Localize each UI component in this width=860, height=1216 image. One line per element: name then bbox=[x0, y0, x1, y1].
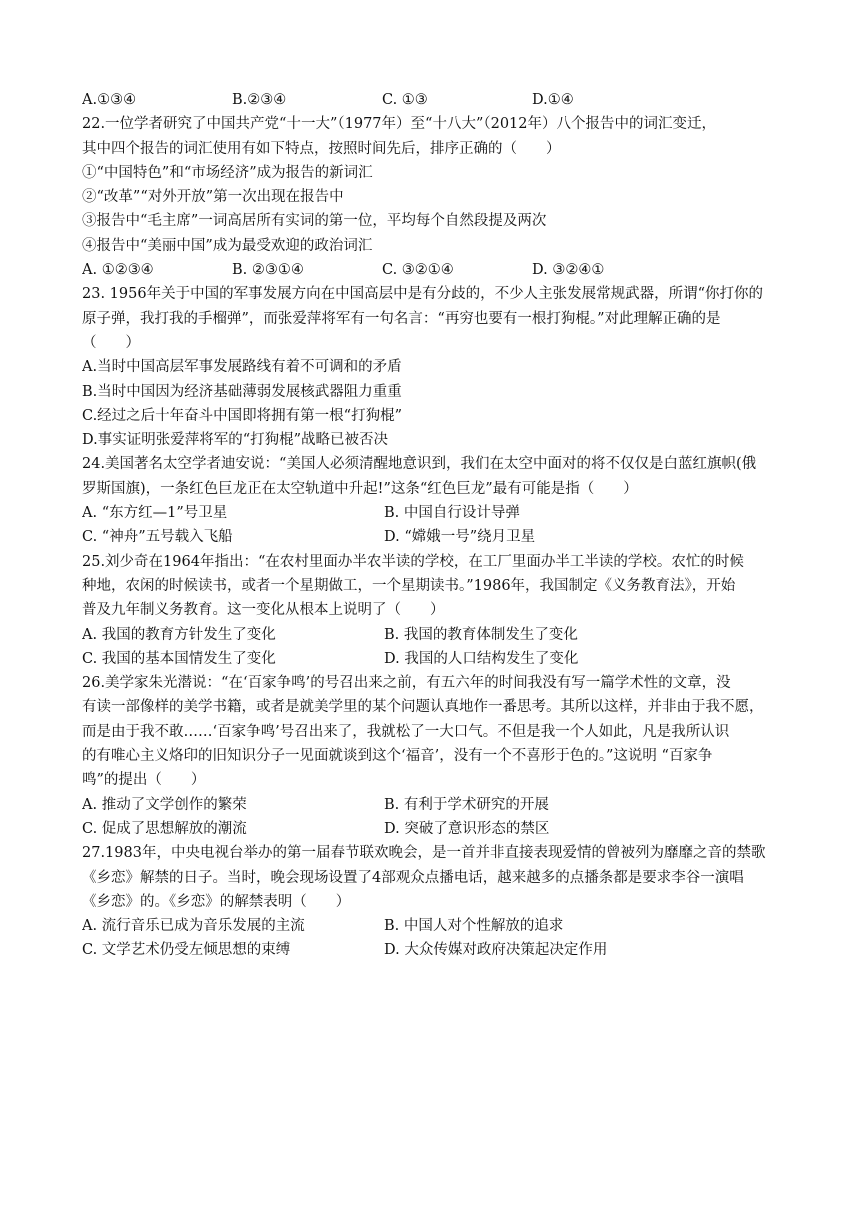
q25-option-c: C. 我国的基本国情发生了变化 bbox=[82, 650, 276, 667]
q22-options bbox=[82, 258, 794, 282]
q26-stem-line: 而是由于我不敢……‘百家争鸣’号召出来了，我就松了一大口气。不但是我一个人如此，凡是我所认识 bbox=[82, 723, 730, 740]
q26-option-a: A. 推动了文学创作的繁荣 bbox=[82, 796, 247, 813]
q21-option-d: D.①④ bbox=[532, 92, 574, 108]
question-list bbox=[82, 88, 794, 963]
q22-option-a: A. ①②③④ bbox=[82, 262, 154, 279]
q23-option-a: A.当时中国高层军事发展路线有着不可调和的矛盾 bbox=[82, 359, 402, 376]
q25-option-a: A. 我国的教育方针发生了变化 bbox=[82, 626, 276, 643]
q22-item: ④报告中“美丽中国”成为最受欢迎的政治词汇 bbox=[82, 237, 373, 254]
q23-option-d: D.事实证明张爱萍将军的“打狗棍”战略已被否决 bbox=[82, 432, 389, 449]
q25-option-d: D. 我国的人口结构发生了变化 bbox=[384, 650, 579, 667]
q26-options-row bbox=[82, 793, 794, 817]
q22-item: ③报告中“毛主席”一词高居所有实词的第一位，平均每个自然段提及两次 bbox=[82, 213, 547, 230]
q22-option-b: B. ②③①④ bbox=[232, 262, 304, 279]
q27-option-d: D. 大众传媒对政府决策起决定作用 bbox=[384, 942, 608, 959]
q22-item: ①“中国特色”和“市场经济”成为报告的新词汇 bbox=[82, 164, 373, 181]
q27-stem-line: 《乡恋》的。《乡恋》的解禁表明（ ） bbox=[82, 893, 351, 910]
q25-stem-line: 25.刘少奇在1964年指出：“在农村里面办半农半读的学校，在工厂里面办半工半读的学校。农忙的时候 bbox=[82, 553, 744, 570]
q23-stem-line: 原子弹，我打我的手榴弹”，而张爱萍将军有一句名言：“再穷也要有一根打狗棍。”对此理解正确的是 bbox=[82, 310, 721, 327]
q26-option-c: C. 促成了思想解放的潮流 bbox=[82, 820, 247, 837]
q27-option-c: C. 文学艺术仍受左倾思想的束缚 bbox=[82, 942, 291, 959]
q26-stem-line: 鸣”的提出（ ） bbox=[82, 772, 206, 789]
q22-option-d: D. ③②④① bbox=[532, 262, 605, 279]
q27-stem-line: 《乡恋》解禁的日子。当时，晚会现场设置了4部观众点播电话，越来越多的点播条都是要求李谷一演唱 bbox=[82, 869, 744, 886]
q21-option-b: B.②③④ bbox=[232, 92, 287, 108]
q24-stem-line: 24.美国著名太空学者迪安说：“美国人必须清醒地意识到，我们在太空中面对的将不仅仅是白蓝红旗帜(俄 bbox=[82, 456, 757, 473]
q22-option-c: C. ③②①④ bbox=[382, 262, 454, 279]
q21-option-c: C. ①③ bbox=[382, 92, 428, 108]
q24-options-row bbox=[82, 501, 794, 525]
q26-option-b: B. 有利于学术研究的开展 bbox=[384, 796, 549, 813]
q23-stem-line: 23. 1956年关于中国的军事发展方向在中国高层中是有分歧的，不少人主张发展常规武器，所谓“你打你的 bbox=[82, 286, 763, 303]
q24-stem-line: 罗斯国旗)，一条红色巨龙正在太空轨道中升起!”这条“红色巨龙”最有可能是指（ ） bbox=[82, 480, 638, 497]
q26-stem-line: 的有唯心主义烙印的旧知识分子一见面就谈到这个‘福音’，没有一个不喜形于色的。”这说明 “百家争 bbox=[82, 748, 713, 765]
q24-option-a: A. “东方红—1”号卫星 bbox=[82, 505, 228, 522]
q22-item: ②“改革”“对外开放”第一次出现在报告中 bbox=[82, 189, 344, 206]
q26-options-row bbox=[82, 817, 794, 841]
q25-stem-line: 种地，农闲的时候读书，或者一个星期做工，一个星期读书。”1986年，我国制定《义务教育法》，开始 bbox=[82, 577, 736, 594]
q23-option-c: C.经过之后十年奋斗中国即将拥有第一根“打狗棍” bbox=[82, 407, 403, 424]
q22-stem-line: 其中四个报告的词汇使用有如下特点，按照时间先后，排序正确的（ ） bbox=[82, 140, 561, 157]
q27-option-b: B. 中国人对个性解放的追求 bbox=[384, 918, 564, 935]
q25-stem-line: 普及九年制义务教育。这一变化从根本上说明了（ ） bbox=[82, 602, 445, 619]
q25-options-row bbox=[82, 623, 794, 647]
q24-option-d: D. “嫦娥一号”绕月卫星 bbox=[384, 529, 536, 546]
q21-options bbox=[82, 88, 794, 112]
q24-option-b: B. 中国自行设计导弹 bbox=[384, 505, 520, 522]
q25-options-row bbox=[82, 647, 794, 671]
q27-stem-line: 27.1983年，中央电视台举办的第一届春节联欢晚会，是一首并非直接表现爱情的曾被列为靡靡之音的禁歌 bbox=[82, 845, 766, 862]
q26-stem-line: 有读一部像样的美学书籍，或者是就美学里的某个问题认真地作一番思考。其所以这样，并非由于我不愿， bbox=[82, 699, 764, 716]
q27-option-a: A. 流行音乐已成为音乐发展的主流 bbox=[82, 918, 305, 935]
q27-options-row bbox=[82, 914, 794, 938]
q25-option-b: B. 我国的教育体制发生了变化 bbox=[384, 626, 578, 643]
q21-option-a: A.①③④ bbox=[82, 92, 137, 108]
q24-options-row bbox=[82, 525, 794, 549]
q23-stem-line: （ ） bbox=[82, 334, 140, 351]
q22-stem-line: 22.一位学者研究了中国共产党“十一大”（1977年）至“十八大”（2012年）八个报告中的词汇变迁， bbox=[82, 116, 717, 133]
q24-option-c: C. “神舟”五号载入飞船 bbox=[82, 529, 233, 546]
q27-options-row bbox=[82, 938, 794, 962]
q26-option-d: D. 突破了意识形态的禁区 bbox=[384, 820, 550, 837]
q26-stem-line: 26.美学家朱光潜说：“在‘百家争鸣’的号召出来之前，有五六年的时间我没有写一篇学术性的文章，没 bbox=[82, 675, 731, 692]
q23-option-b: B.当时中国因为经济基础薄弱发展核武器阻力重重 bbox=[82, 383, 402, 400]
